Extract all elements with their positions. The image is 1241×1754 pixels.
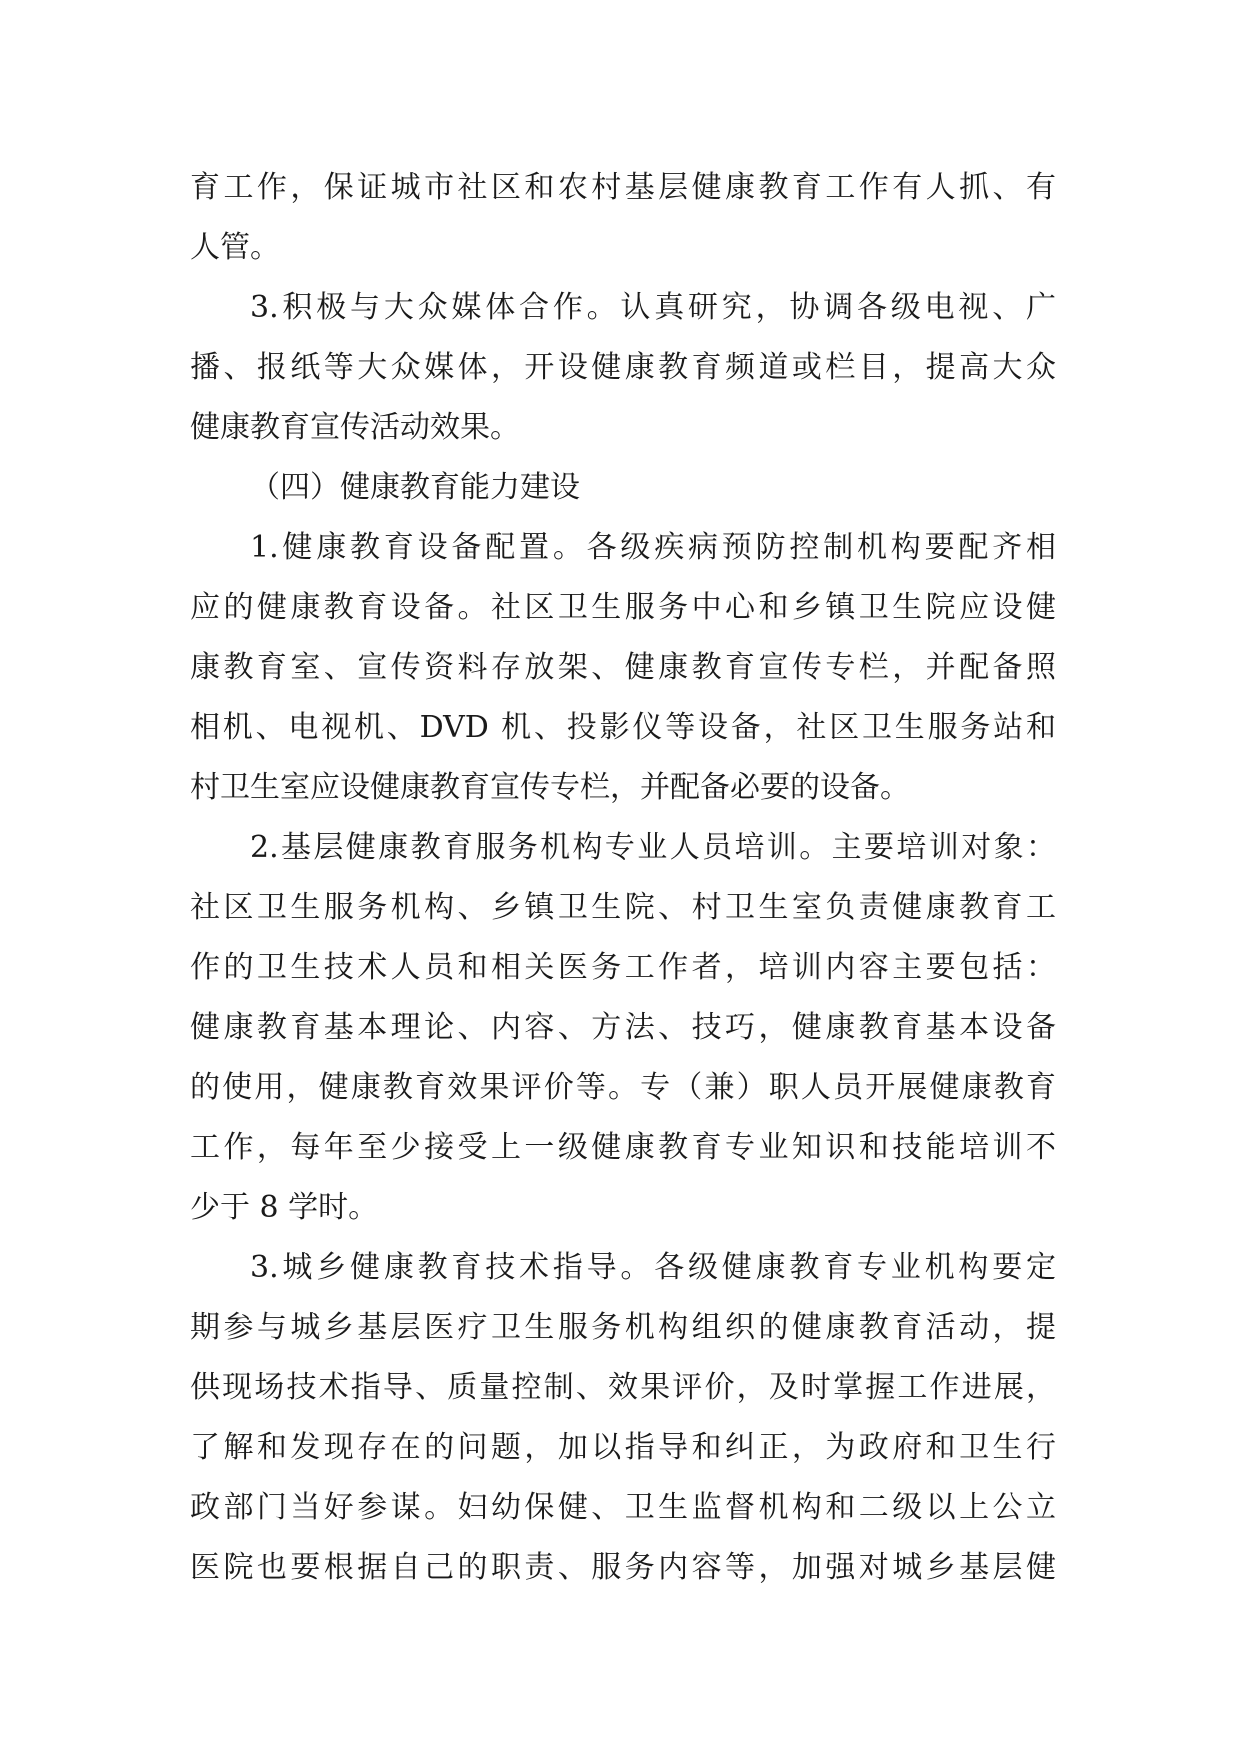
text-line: 3.城乡健康教育技术指导。各级健康教育专业机构要定 [250, 1250, 1056, 1285]
text-line: 1.健康教育设备配置。各级疾病预防控制机构要配齐相 [250, 530, 1056, 565]
text-line: 工作，每年至少接受上一级健康教育专业知识和技能培训不 [190, 1130, 1056, 1165]
text-line: 育工作，保证城市社区和农村基层健康教育工作有人抓、有 [190, 170, 1056, 205]
text-line: 供现场技术指导、质量控制、效果评价，及时掌握工作进展， [190, 1370, 1056, 1405]
text-line: 相机、电视机、DVD 机、投影仪等设备，社区卫生服务站和 [190, 710, 1056, 745]
text-line: 的使用，健康教育效果评价等。专（兼）职人员开展健康教育 [190, 1070, 1056, 1105]
text-line: 2.基层健康教育服务机构专业人员培训。主要培训对象： [250, 830, 1056, 865]
text-line: 医院也要根据自己的职责、服务内容等，加强对城乡基层健 [190, 1550, 1056, 1585]
text-line: 作的卫生技术人员和相关医务工作者，培训内容主要包括： [190, 950, 1056, 985]
text-line: 应的健康教育设备。社区卫生服务中心和乡镇卫生院应设健 [190, 590, 1056, 625]
text-line: 期参与城乡基层医疗卫生服务机构组织的健康教育活动，提 [190, 1310, 1056, 1345]
text-line: 政部门当好参谋。妇幼保健、卫生监督机构和二级以上公立 [190, 1490, 1056, 1525]
text-line: 健康教育宣传活动效果。 [190, 410, 520, 445]
text-line: 了解和发现存在的问题，加以指导和纠正，为政府和卫生行 [190, 1430, 1056, 1465]
text-line: 播、报纸等大众媒体，开设健康教育频道或栏目，提高大众 [190, 350, 1056, 385]
text-line: 3.积极与大众媒体合作。认真研究，协调各级电视、广 [250, 290, 1056, 325]
document-body [190, 158, 1056, 1598]
text-line: 少于 8 学时。 [190, 1190, 379, 1225]
text-line: 村卫生室应设健康教育宣传专栏，并配备必要的设备。 [190, 770, 910, 805]
text-line: 健康教育基本理论、内容、方法、技巧，健康教育基本设备 [190, 1010, 1056, 1045]
text-line: 康教育室、宣传资料存放架、健康教育宣传专栏，并配备照 [190, 650, 1056, 685]
text-line: 社区卫生服务机构、乡镇卫生院、村卫生室负责健康教育工 [190, 890, 1056, 925]
text-line: 人管。 [190, 230, 280, 265]
section-heading: （四）健康教育能力建设 [250, 470, 580, 505]
